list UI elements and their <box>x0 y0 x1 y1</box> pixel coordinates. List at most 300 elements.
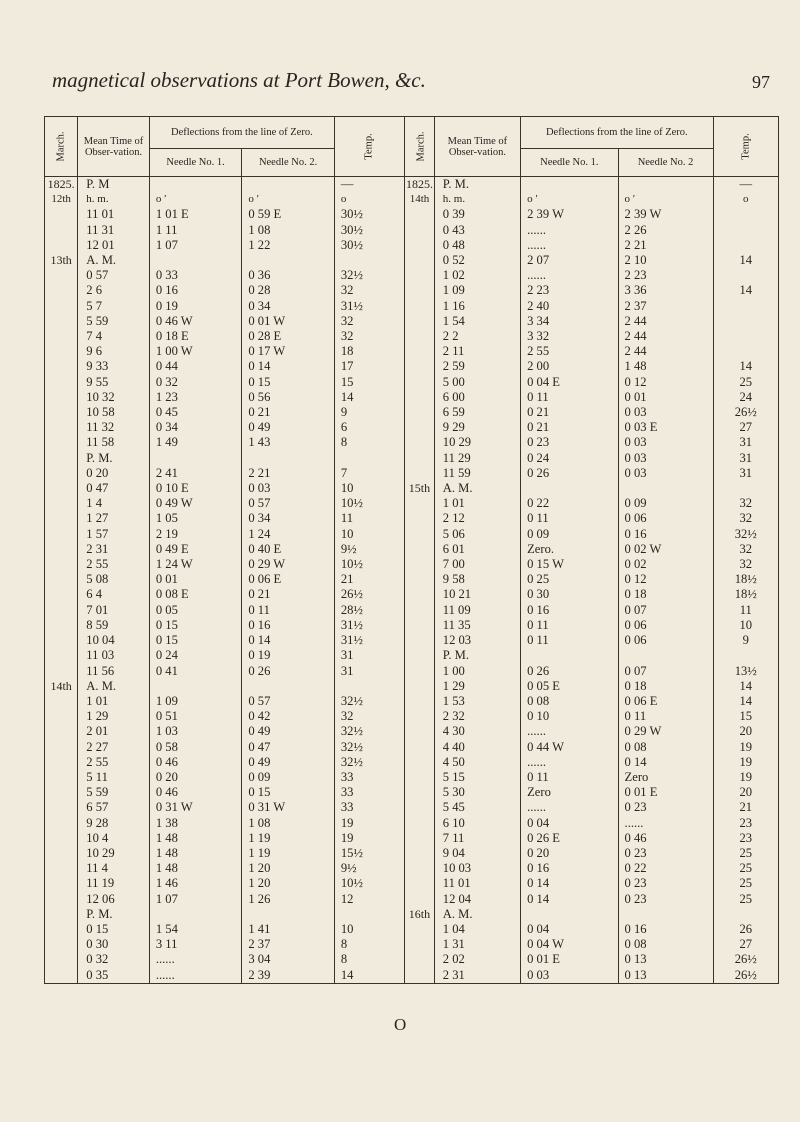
cell-march-day-right <box>405 952 435 967</box>
cell-march-day <box>45 740 78 755</box>
cell-march-day-right <box>405 846 435 861</box>
cell-temp-right: 19 <box>713 740 778 755</box>
cell-needle1-right: 0 23 <box>521 435 618 450</box>
table-row <box>45 770 779 785</box>
cell-needle1-right: 0 16 <box>521 603 618 618</box>
cell-mean-time-right: 2 12 <box>434 511 520 526</box>
table-row <box>45 709 779 724</box>
cell-needle1: 1 23 <box>149 390 242 405</box>
cell-temp-right: 14 <box>713 253 778 268</box>
cell-march-day-right: 16th <box>405 907 435 922</box>
cell-needle1: 0 46 <box>149 785 242 800</box>
cell-needle2-right: 3 36 <box>618 283 713 298</box>
cell-march-day <box>45 572 78 587</box>
cell-needle1-right: ...... <box>521 223 618 238</box>
cell-needle2-right: 2 37 <box>618 299 713 314</box>
cell-temp-right: 26½ <box>713 968 778 984</box>
cell-march-day <box>45 694 78 709</box>
cell-mean-time: 6 4 <box>78 587 150 602</box>
cell-needle1: ...... <box>149 952 242 967</box>
table-row <box>45 420 779 435</box>
cell-temp: 19 <box>334 816 404 831</box>
cell-temp-right: 32 <box>713 511 778 526</box>
cell-march-day <box>45 618 78 633</box>
cell-mean-time-right: 9 04 <box>434 846 520 861</box>
cell-needle2: 0 28 <box>242 283 335 298</box>
cell-needle1: 0 49 W <box>149 496 242 511</box>
cell-mean-time-right: 1 16 <box>434 299 520 314</box>
cell-needle1-right: 0 10 <box>521 709 618 724</box>
table-row <box>45 831 779 846</box>
cell-march-day-right <box>405 329 435 344</box>
cell-march-day-right <box>405 283 435 298</box>
cell-march-day <box>45 907 78 922</box>
cell-march-day-right <box>405 816 435 831</box>
cell-mean-time-right: 6 01 <box>434 542 520 557</box>
table-row <box>45 451 779 466</box>
cell-march-day <box>45 496 78 511</box>
cell-needle2-right: Zero <box>618 770 713 785</box>
col-needle2-right: Needle No. 2 <box>618 149 713 177</box>
table-row <box>45 740 779 755</box>
cell-needle1: 1 49 <box>149 435 242 450</box>
cell-mean-time-right: 11 29 <box>434 451 520 466</box>
cell-mean-time: 11 56 <box>78 664 150 679</box>
cell-march-day <box>45 724 78 739</box>
table-row <box>45 633 779 648</box>
table-row <box>45 892 779 907</box>
cell-march-day-right <box>405 694 435 709</box>
cell-temp <box>334 907 404 922</box>
cell-march-day-right <box>405 633 435 648</box>
cell-temp-right: 14 <box>713 679 778 694</box>
table-row <box>45 481 779 496</box>
cell-needle1: 0 01 <box>149 572 242 587</box>
cell-temp-right: 31 <box>713 451 778 466</box>
cell-temp: 10½ <box>334 876 404 891</box>
cell-needle1: 1 01 E <box>149 207 242 222</box>
cell-march-day-right <box>405 314 435 329</box>
cell-mean-time: 7 01 <box>78 603 150 618</box>
cell-mean-time-right: 11 09 <box>434 603 520 618</box>
cell-needle2-right: 0 18 <box>618 587 713 602</box>
table-row <box>45 557 779 572</box>
cell-needle2-right: 0 11 <box>618 709 713 724</box>
cell-needle1-right: 0 25 <box>521 572 618 587</box>
cell-needle1-right: 0 11 <box>521 633 618 648</box>
cell-mean-time-right: 5 06 <box>434 527 520 542</box>
table-row <box>45 648 779 663</box>
cell-needle1: ...... <box>149 968 242 984</box>
cell-march-day <box>45 542 78 557</box>
cell-temp-right <box>713 344 778 359</box>
cell-needle1-right: 0 26 <box>521 466 618 481</box>
cell-needle2-right: 0 23 <box>618 876 713 891</box>
cell-needle2-right: 0 09 <box>618 496 713 511</box>
cell-temp-right: 32 <box>713 557 778 572</box>
cell-mean-time-right: 12 03 <box>434 633 520 648</box>
cell-needle1-right: ...... <box>521 800 618 815</box>
cell-temp: 32½ <box>334 755 404 770</box>
cell-march-day-right <box>405 344 435 359</box>
cell-mean-time: 0 57 <box>78 268 150 283</box>
cell-temp-right: 14 <box>713 359 778 374</box>
cell-mean-time-right: 11 35 <box>434 618 520 633</box>
cell-march-day-right: 14th <box>405 192 435 207</box>
cell-needle2: 0 26 <box>242 664 335 679</box>
cell-needle2-right: 0 01 <box>618 390 713 405</box>
cell-mean-time-right: 11 01 <box>434 876 520 891</box>
table-row <box>45 755 779 770</box>
table-row <box>45 800 779 815</box>
cell-temp-right: 18½ <box>713 587 778 602</box>
table-row <box>45 375 779 390</box>
cell-needle1-right: Zero. <box>521 542 618 557</box>
cell-needle2: 0 15 <box>242 785 335 800</box>
cell-temp <box>334 451 404 466</box>
cell-needle2 <box>242 907 335 922</box>
cell-needle2-right: 0 14 <box>618 755 713 770</box>
cell-temp-right: 25 <box>713 876 778 891</box>
cell-temp-right <box>713 481 778 496</box>
cell-needle1: 1 48 <box>149 846 242 861</box>
cell-mean-time-right: 6 00 <box>434 390 520 405</box>
cell-needle2-right: 0 03 <box>618 451 713 466</box>
cell-march-day <box>45 892 78 907</box>
cell-needle1: 0 49 E <box>149 542 242 557</box>
cell-march-day <box>45 268 78 283</box>
cell-needle1-right <box>521 907 618 922</box>
cell-needle1-right: 0 21 <box>521 420 618 435</box>
cell-needle1: 0 10 E <box>149 481 242 496</box>
cell-needle1-right: 0 11 <box>521 770 618 785</box>
cell-march-day-right <box>405 800 435 815</box>
cell-temp: 19 <box>334 831 404 846</box>
cell-march-day <box>45 846 78 861</box>
cell-mean-time: 2 01 <box>78 724 150 739</box>
cell-needle1-right: 0 04 <box>521 922 618 937</box>
cell-mean-time-right: P. M. <box>434 177 520 193</box>
cell-needle1-right: 0 11 <box>521 511 618 526</box>
cell-needle1-right: 0 15 W <box>521 557 618 572</box>
cell-needle1: 0 46 <box>149 755 242 770</box>
table-row <box>45 785 779 800</box>
cell-needle1: 0 45 <box>149 405 242 420</box>
cell-march-day-right <box>405 496 435 511</box>
cell-temp: 31½ <box>334 633 404 648</box>
cell-temp-right <box>713 268 778 283</box>
cell-needle1: 1 07 <box>149 892 242 907</box>
cell-march-day-right <box>405 603 435 618</box>
cell-needle1-right: 2 40 <box>521 299 618 314</box>
cell-march-day <box>45 816 78 831</box>
cell-mean-time: 5 11 <box>78 770 150 785</box>
cell-temp-right: 14 <box>713 694 778 709</box>
cell-mean-time-right: 1 04 <box>434 922 520 937</box>
cell-temp-right: 11 <box>713 603 778 618</box>
cell-march-day-right <box>405 268 435 283</box>
cell-temp-right: 23 <box>713 816 778 831</box>
cell-needle2: 0 31 W <box>242 800 335 815</box>
table-row <box>45 207 779 222</box>
cell-mean-time: 11 32 <box>78 420 150 435</box>
cell-needle2: 0 57 <box>242 694 335 709</box>
cell-needle1-right: ...... <box>521 724 618 739</box>
cell-march-day <box>45 648 78 663</box>
cell-mean-time: P. M. <box>78 451 150 466</box>
cell-march-day <box>45 952 78 967</box>
cell-temp-right: 31 <box>713 466 778 481</box>
cell-temp: 30½ <box>334 238 404 253</box>
cell-needle1 <box>149 907 242 922</box>
cell-needle2: 1 24 <box>242 527 335 542</box>
cell-march-day <box>45 755 78 770</box>
cell-march-day <box>45 207 78 222</box>
cell-mean-time-right: 4 30 <box>434 724 520 739</box>
cell-march-day-right <box>405 223 435 238</box>
cell-march-day <box>45 876 78 891</box>
cell-mean-time: 0 35 <box>78 968 150 984</box>
cell-temp: 31 <box>334 664 404 679</box>
cell-march-day <box>45 405 78 420</box>
cell-march-day-right <box>405 876 435 891</box>
cell-mean-time-right: 2 59 <box>434 359 520 374</box>
cell-temp-right: 10 <box>713 618 778 633</box>
cell-needle1: 0 18 E <box>149 329 242 344</box>
cell-needle2-right: 0 03 <box>618 435 713 450</box>
cell-needle1-right: 3 32 <box>521 329 618 344</box>
cell-needle2 <box>242 451 335 466</box>
cell-needle2-right: 2 44 <box>618 314 713 329</box>
cell-needle2: 0 21 <box>242 405 335 420</box>
cell-temp-right: 31 <box>713 435 778 450</box>
cell-needle2: 1 26 <box>242 892 335 907</box>
cell-mean-time: 2 6 <box>78 283 150 298</box>
cell-march-day-right <box>405 618 435 633</box>
cell-needle2-right: 0 03 <box>618 405 713 420</box>
cell-needle1: 0 31 W <box>149 800 242 815</box>
cell-needle1-right: 0 03 <box>521 968 618 984</box>
cell-march-day <box>45 831 78 846</box>
cell-needle2: 0 49 <box>242 420 335 435</box>
cell-temp: 8 <box>334 435 404 450</box>
cell-mean-time: 11 19 <box>78 876 150 891</box>
cell-needle2-right: 0 06 <box>618 618 713 633</box>
cell-needle2-right: 2 10 <box>618 253 713 268</box>
cell-mean-time: 10 04 <box>78 633 150 648</box>
cell-mean-time: 11 03 <box>78 648 150 663</box>
cell-mean-time: 2 31 <box>78 542 150 557</box>
cell-temp-right <box>713 314 778 329</box>
table-row <box>45 329 779 344</box>
cell-mean-time: 0 20 <box>78 466 150 481</box>
table-row <box>45 299 779 314</box>
col-deflections-left: Deflections from the line of Zero. <box>149 117 334 149</box>
cell-temp <box>334 679 404 694</box>
cell-needle1: 0 20 <box>149 770 242 785</box>
cell-needle2: 1 08 <box>242 816 335 831</box>
cell-march-day: 1825. <box>45 177 78 193</box>
cell-needle2: 0 16 <box>242 618 335 633</box>
cell-march-day-right <box>405 299 435 314</box>
cell-temp: 28½ <box>334 603 404 618</box>
cell-march-day-right <box>405 405 435 420</box>
cell-temp: 26½ <box>334 587 404 602</box>
cell-march-day <box>45 299 78 314</box>
cell-needle2-right: 2 23 <box>618 268 713 283</box>
cell-march-day-right <box>405 557 435 572</box>
cell-needle1-right <box>521 648 618 663</box>
cell-march-day: 14th <box>45 679 78 694</box>
cell-needle2-right: 0 22 <box>618 861 713 876</box>
cell-needle1: 0 15 <box>149 633 242 648</box>
col-deflections-right: Deflections from the line of Zero. <box>521 117 713 149</box>
cell-mean-time: h. m. <box>78 192 150 207</box>
cell-needle2-right: 0 06 E <box>618 694 713 709</box>
cell-mean-time: 5 7 <box>78 299 150 314</box>
cell-needle2-right: 1 48 <box>618 359 713 374</box>
cell-temp: 32½ <box>334 724 404 739</box>
cell-needle1-right: ...... <box>521 268 618 283</box>
cell-mean-time: 0 30 <box>78 937 150 952</box>
cell-mean-time-right: 0 48 <box>434 238 520 253</box>
cell-march-day <box>45 800 78 815</box>
cell-temp: 32½ <box>334 268 404 283</box>
cell-needle2: 1 20 <box>242 861 335 876</box>
cell-mean-time: 5 59 <box>78 314 150 329</box>
cell-temp: 10½ <box>334 496 404 511</box>
cell-temp: 17 <box>334 359 404 374</box>
cell-march-day <box>45 968 78 984</box>
cell-needle1: 1 38 <box>149 816 242 831</box>
table-row <box>45 587 779 602</box>
cell-mean-time: 0 32 <box>78 952 150 967</box>
cell-needle1: 0 15 <box>149 618 242 633</box>
cell-temp-right: 21 <box>713 800 778 815</box>
cell-needle1-right: 2 23 <box>521 283 618 298</box>
cell-needle1-right: 0 05 E <box>521 679 618 694</box>
cell-needle2: 0 36 <box>242 268 335 283</box>
cell-needle1 <box>149 451 242 466</box>
col-temp-left: Temp. <box>334 117 404 177</box>
cell-march-day <box>45 344 78 359</box>
cell-mean-time: 12 01 <box>78 238 150 253</box>
cell-needle2: 0 29 W <box>242 557 335 572</box>
cell-needle2: 0 47 <box>242 740 335 755</box>
cell-needle2: 1 08 <box>242 223 335 238</box>
cell-mean-time-right: 0 52 <box>434 253 520 268</box>
cell-needle1-right: 0 08 <box>521 694 618 709</box>
cell-mean-time: 11 4 <box>78 861 150 876</box>
cell-temp-right <box>713 648 778 663</box>
cell-needle2: 0 19 <box>242 648 335 663</box>
cell-needle2: o ′ <box>242 192 335 207</box>
cell-mean-time-right: 5 30 <box>434 785 520 800</box>
cell-needle2: 1 20 <box>242 876 335 891</box>
cell-temp-right: 13½ <box>713 664 778 679</box>
page-header <box>52 68 770 114</box>
table-row <box>45 223 779 238</box>
cell-march-day-right <box>405 937 435 952</box>
cell-temp: 8 <box>334 952 404 967</box>
cell-march-day <box>45 223 78 238</box>
cell-march-day-right: 15th <box>405 481 435 496</box>
cell-needle2-right: 0 08 <box>618 740 713 755</box>
cell-needle2-right: 0 06 <box>618 511 713 526</box>
cell-temp: 14 <box>334 968 404 984</box>
cell-needle2-right: ...... <box>618 816 713 831</box>
cell-temp-right <box>713 299 778 314</box>
cell-needle2: 0 03 <box>242 481 335 496</box>
cell-needle1-right <box>521 481 618 496</box>
cell-march-day-right <box>405 511 435 526</box>
cell-temp-right <box>713 223 778 238</box>
cell-march-day <box>45 861 78 876</box>
cell-mean-time: 9 33 <box>78 359 150 374</box>
cell-needle2-right <box>618 481 713 496</box>
cell-temp-right: 25 <box>713 375 778 390</box>
cell-march-day <box>45 238 78 253</box>
cell-march-day <box>45 481 78 496</box>
cell-mean-time-right: 0 43 <box>434 223 520 238</box>
cell-temp: 12 <box>334 892 404 907</box>
cell-temp-right: 32 <box>713 542 778 557</box>
cell-needle2-right: 0 03 E <box>618 420 713 435</box>
cell-needle2: 0 49 <box>242 724 335 739</box>
cell-mean-time-right: 1 02 <box>434 268 520 283</box>
cell-march-day-right <box>405 968 435 984</box>
cell-temp-right: 26½ <box>713 405 778 420</box>
cell-needle1: 0 34 <box>149 420 242 435</box>
cell-mean-time: 5 08 <box>78 572 150 587</box>
cell-march-day-right <box>405 679 435 694</box>
cell-needle2: 1 41 <box>242 922 335 937</box>
cell-march-day-right <box>405 892 435 907</box>
cell-temp-right: 26½ <box>713 952 778 967</box>
table-row <box>45 314 779 329</box>
cell-temp-right: o <box>713 192 778 207</box>
cell-mean-time-right: 6 10 <box>434 816 520 831</box>
cell-temp: o <box>334 192 404 207</box>
cell-needle1: 1 07 <box>149 238 242 253</box>
cell-mean-time: 9 28 <box>78 816 150 831</box>
cell-mean-time: 0 47 <box>78 481 150 496</box>
cell-mean-time: 1 29 <box>78 709 150 724</box>
cell-march-day <box>45 390 78 405</box>
cell-needle2-right: 0 08 <box>618 937 713 952</box>
cell-needle2-right: 0 01 E <box>618 785 713 800</box>
cell-mean-time: 2 55 <box>78 557 150 572</box>
cell-temp-right: 19 <box>713 755 778 770</box>
table-row <box>45 238 779 253</box>
cell-needle1-right: 0 04 <box>521 816 618 831</box>
cell-needle2: 0 40 E <box>242 542 335 557</box>
cell-mean-time-right: 7 00 <box>434 557 520 572</box>
cell-needle2: 3 04 <box>242 952 335 967</box>
cell-mean-time-right: 11 59 <box>434 466 520 481</box>
cell-needle1: 1 03 <box>149 724 242 739</box>
cell-needle2 <box>242 253 335 268</box>
cell-march-day-right <box>405 709 435 724</box>
cell-needle1-right: 0 14 <box>521 892 618 907</box>
cell-march-day <box>45 557 78 572</box>
cell-needle1: 0 41 <box>149 664 242 679</box>
cell-mean-time-right: 7 11 <box>434 831 520 846</box>
cell-needle1-right: 0 21 <box>521 405 618 420</box>
cell-needle2-right: 2 26 <box>618 223 713 238</box>
cell-mean-time: 10 4 <box>78 831 150 846</box>
cell-needle1: 1 00 W <box>149 344 242 359</box>
